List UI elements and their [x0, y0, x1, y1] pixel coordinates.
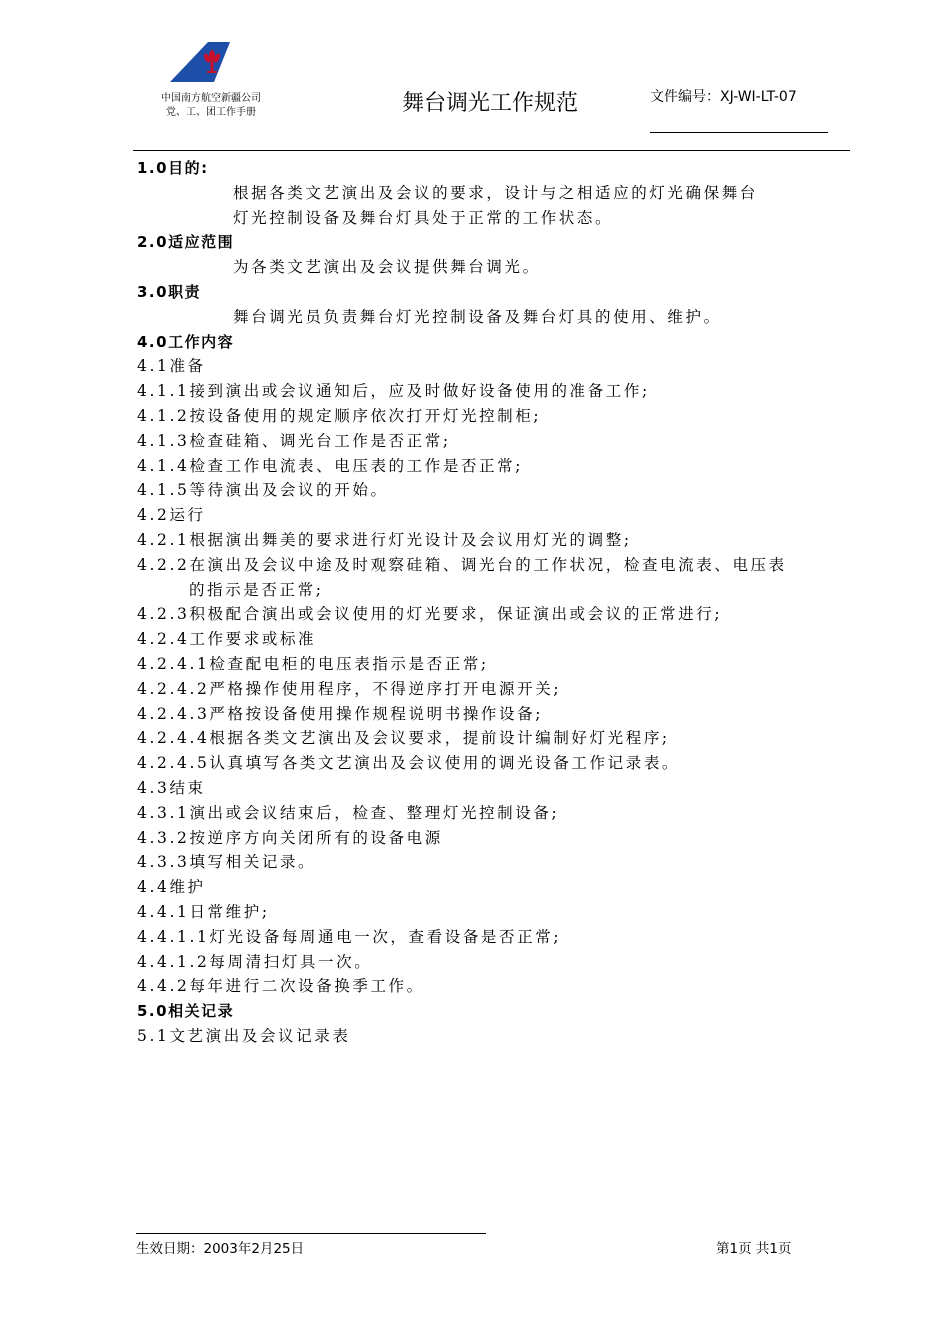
page-title: 舞台调光工作规范 [401, 91, 578, 116]
list-item-continuation: 的指示是否正常; [189, 580, 324, 599]
footer-divider [136, 1233, 486, 1234]
list-item: 4.2.4工作要求或标准 [137, 630, 317, 649]
list-item: 4.1.4检查工作电流表、电压表的工作是否正常; [137, 456, 524, 475]
effective-date: 生效日期：2003年2月25日 [136, 1241, 305, 1257]
list-item: 4.3.3填写相关记录。 [137, 853, 317, 872]
list-item: 4.4.1.1灯光设备每周通电一次，查看设备是否正常; [137, 927, 562, 946]
company-name [126, 92, 296, 120]
list-item: 4.2.2在演出及会议中途及时观察硅箱、调光台的工作状况，检查电流表、电压表 [137, 555, 787, 574]
list-item: 4.3.1演出或会议结束后，检查、整理灯光控制设备; [137, 803, 560, 822]
document-number-underline [650, 132, 828, 133]
company-line-2: 党、工、团工作手册 [166, 107, 256, 118]
list-item: 4.4维护 [137, 878, 206, 897]
section-1-heading: 1.0目的: [137, 159, 209, 177]
list-item: 4.1.2按设备使用的规定顺序依次打开灯光控制柜; [137, 406, 542, 425]
section-1-paragraph-2: 灯光控制设备及舞台灯具处于正常的工作状态。 [233, 208, 614, 227]
list-item: 4.2.1根据演出舞美的要求进行灯光设计及会议用灯光的调整; [137, 530, 632, 549]
list-item: 4.4.2每年进行二次设备换季工作。 [137, 977, 425, 996]
list-item: 4.1.1接到演出或会议通知后，应及时做好设备使用的准备工作; [137, 382, 650, 401]
list-item: 4.4.1.2每周清扫灯具一次。 [137, 952, 373, 971]
section-3-heading: 3.0职责 [137, 282, 202, 301]
section-4-heading: 4.0工作内容 [137, 332, 235, 351]
list-item: 4.2.4.4根据各类文艺演出及会议要求，提前设计编制好灯光程序; [137, 729, 670, 748]
document-body [137, 156, 837, 1049]
list-item: 4.3结束 [137, 778, 206, 797]
section-1-paragraph-1: 根据各类文艺演出及会议的要求，设计与之相适应的灯光确保舞台 [233, 183, 758, 202]
list-item: 4.1.5等待演出及会议的开始。 [137, 481, 389, 500]
document-number-value: XJ-WI-LT-07 [720, 89, 797, 105]
list-item: 4.3.2按逆序方向关闭所有的设备电源 [137, 828, 443, 847]
logo-tail-fin [170, 42, 230, 82]
page-number: 第1页 共1页 [716, 1241, 792, 1257]
list-item: 4.2.3积极配合演出或会议使用的灯光要求，保证演出或会议的正常进行; [137, 605, 723, 624]
document-number [650, 86, 797, 106]
list-item: 4.2.4.1检查配电柜的电压表指示是否正常; [137, 654, 489, 673]
company-line-1: 中国南方航空新疆公司 [161, 93, 261, 104]
list-item: 4.1准备 [137, 357, 206, 376]
list-item: 4.4.1日常维护; [137, 902, 270, 921]
list-item: 4.1.3检查硅箱、调光台工作是否正常; [137, 431, 451, 450]
section-5-heading: 5.0相关记录 [137, 1002, 235, 1021]
list-item: 4.2.4.5认真填写各类文艺演出及会议使用的调光设备工作记录表。 [137, 754, 681, 773]
list-item: 4.2.4.2严格操作使用程序，不得逆序打开电源开关; [137, 679, 562, 698]
company-logo [168, 40, 232, 84]
list-item: 5.1文艺演出及会议记录表 [137, 1026, 351, 1045]
section-2-paragraph: 为各类文艺演出及会议提供舞台调光。 [233, 258, 541, 277]
list-item: 4.2运行 [137, 506, 206, 525]
list-item: 4.2.4.3严格按设备使用操作规程说明书操作设备; [137, 704, 544, 723]
section-2-heading: 2.0适应范围 [137, 233, 235, 252]
document-number-label: 文件编号： [650, 89, 720, 105]
header-divider [133, 150, 850, 151]
section-3-paragraph: 舞台调光员负责舞台灯光控制设备及舞台灯具的使用、维护。 [233, 307, 722, 326]
